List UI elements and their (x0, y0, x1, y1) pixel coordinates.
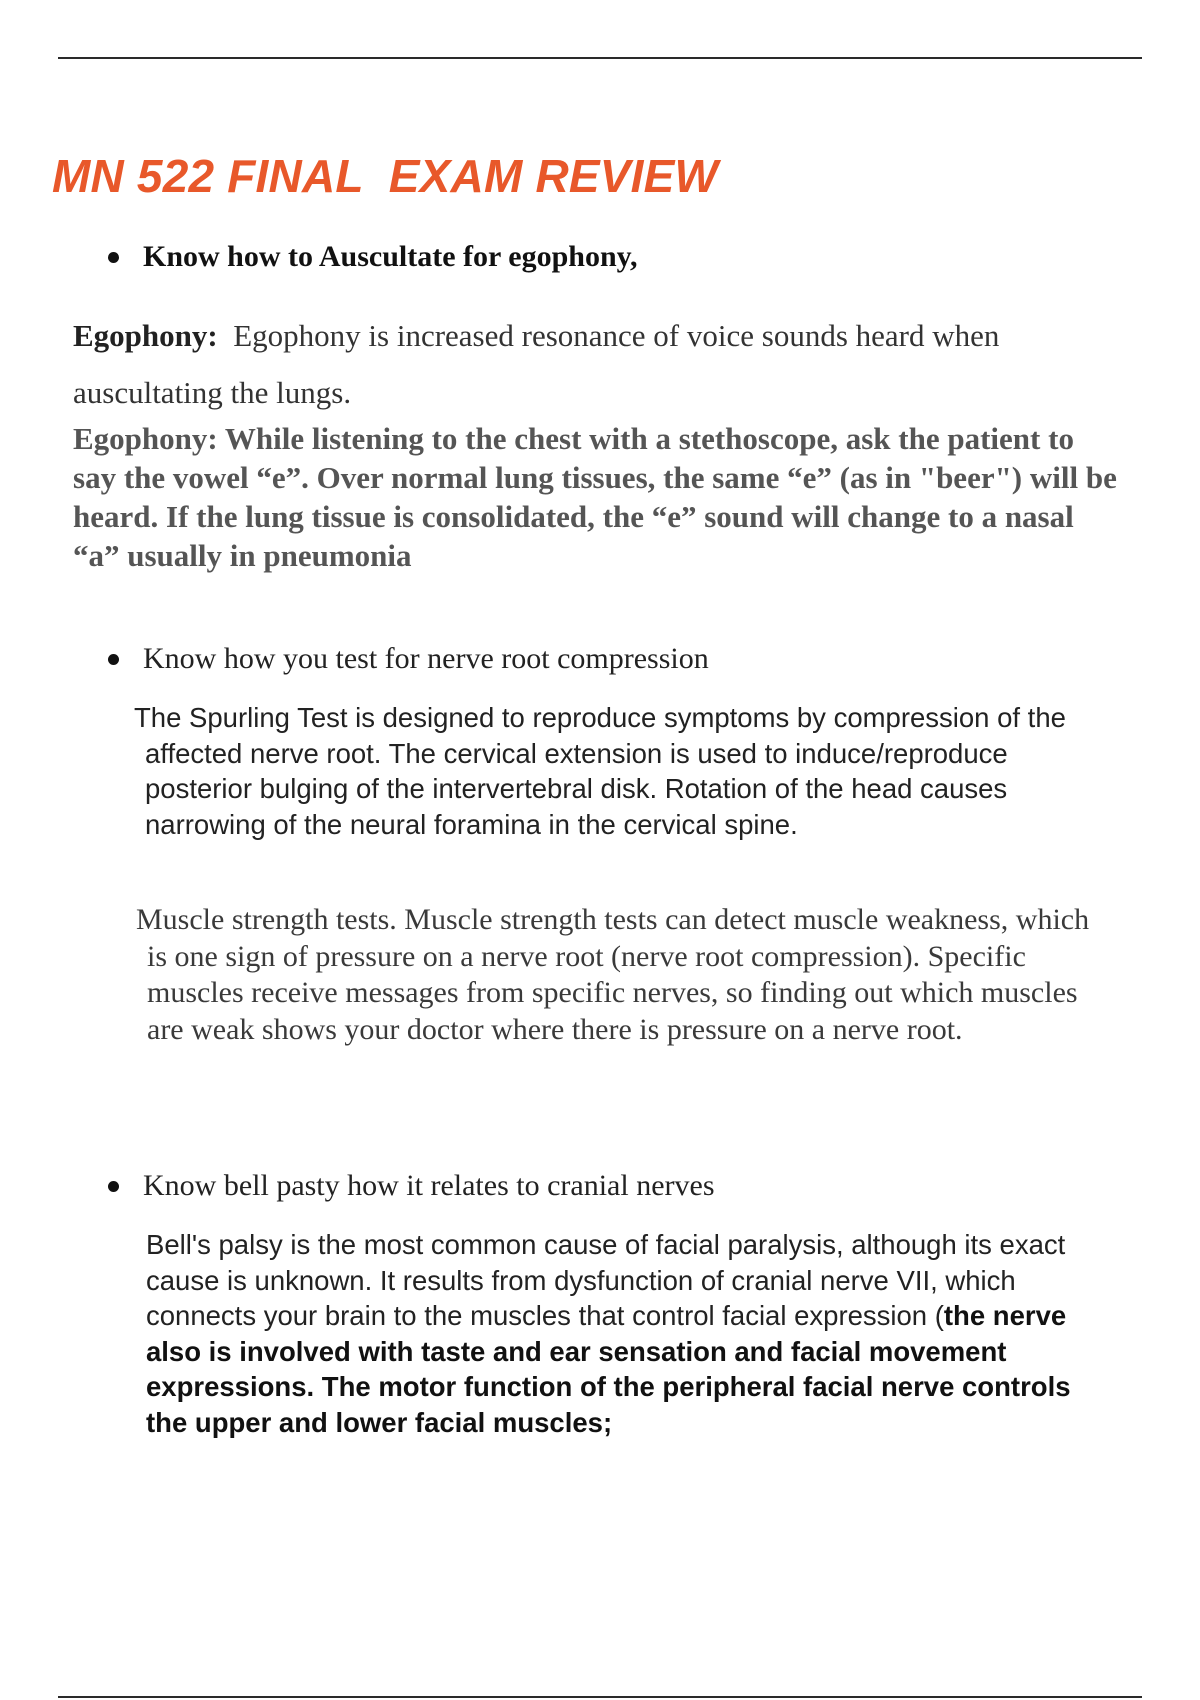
egophony-definition (73, 307, 1113, 421)
bullet-nerve-root-text: Know how you test for nerve root compression (143, 642, 709, 675)
bullet-dot-icon (108, 252, 119, 263)
bullet-dot-icon (108, 1181, 119, 1192)
bullet-bells-palsy (108, 1169, 715, 1203)
spurling-test-paragraph: The Spurling Test is designed to reproduce symptoms by compression of the affected nerve root. The cervical extension is used to induce/reproduce posterior bulging of the intervertebral disk. Rotation of the head causes narrowing of the neural foramina in the cervical spine. (134, 702, 1066, 840)
bells-palsy-bold-text: the nerve also is involved with taste and ear sensation and facial movement expressions. The motor function of the peripheral facial nerve controls the upper and lower facial muscles; (146, 1300, 1071, 1438)
document-title: MN 522 FINAL EXAM REVIEW (52, 150, 719, 202)
egophony-definition-text: Egophony is increased resonance of voice sounds heard when auscultating the lungs. (73, 318, 1000, 410)
muscle-strength-paragraph: Muscle strength tests. Muscle strength tests can detect muscle weakness, which is one sign of pressure on a nerve root (nerve root compression). Specific muscles receive messages from specific nerves, so finding out which muscles are weak shows your doctor where there is pressure on a nerve root. (136, 903, 1090, 1046)
bottom-divider (58, 1696, 1142, 1698)
bullet-bells-palsy-text: Know bell pasty how it relates to cranial nerves (143, 1169, 715, 1202)
top-divider (58, 57, 1142, 59)
bullet-dot-icon (108, 654, 119, 665)
bells-palsy-paragraph (146, 1227, 1106, 1440)
bullet-egophony-text: Know how to Auscultate for egophony, (143, 240, 638, 273)
bullet-egophony (108, 240, 638, 274)
bullet-nerve-root (108, 642, 709, 676)
egophony-definition-label: Egophony: (73, 318, 218, 353)
egophony-test-description: Egophony: While listening to the chest with a stethoscope, ask the patient to say the vowel “e”. Over normal lung tissues, the same “e” (as in "beer") will be heard. If the lung tissue is consolidated, the “e” sound will change to a nasal “a” usually in pneumonia (73, 421, 1117, 573)
bells-palsy-text: Bell's palsy is the most common cause of facial paralysis, although its exact cause is unknown. It results from dysfunction of cranial nerve VII, which connects your brain to the muscles that control facial expression ( (146, 1229, 1066, 1331)
